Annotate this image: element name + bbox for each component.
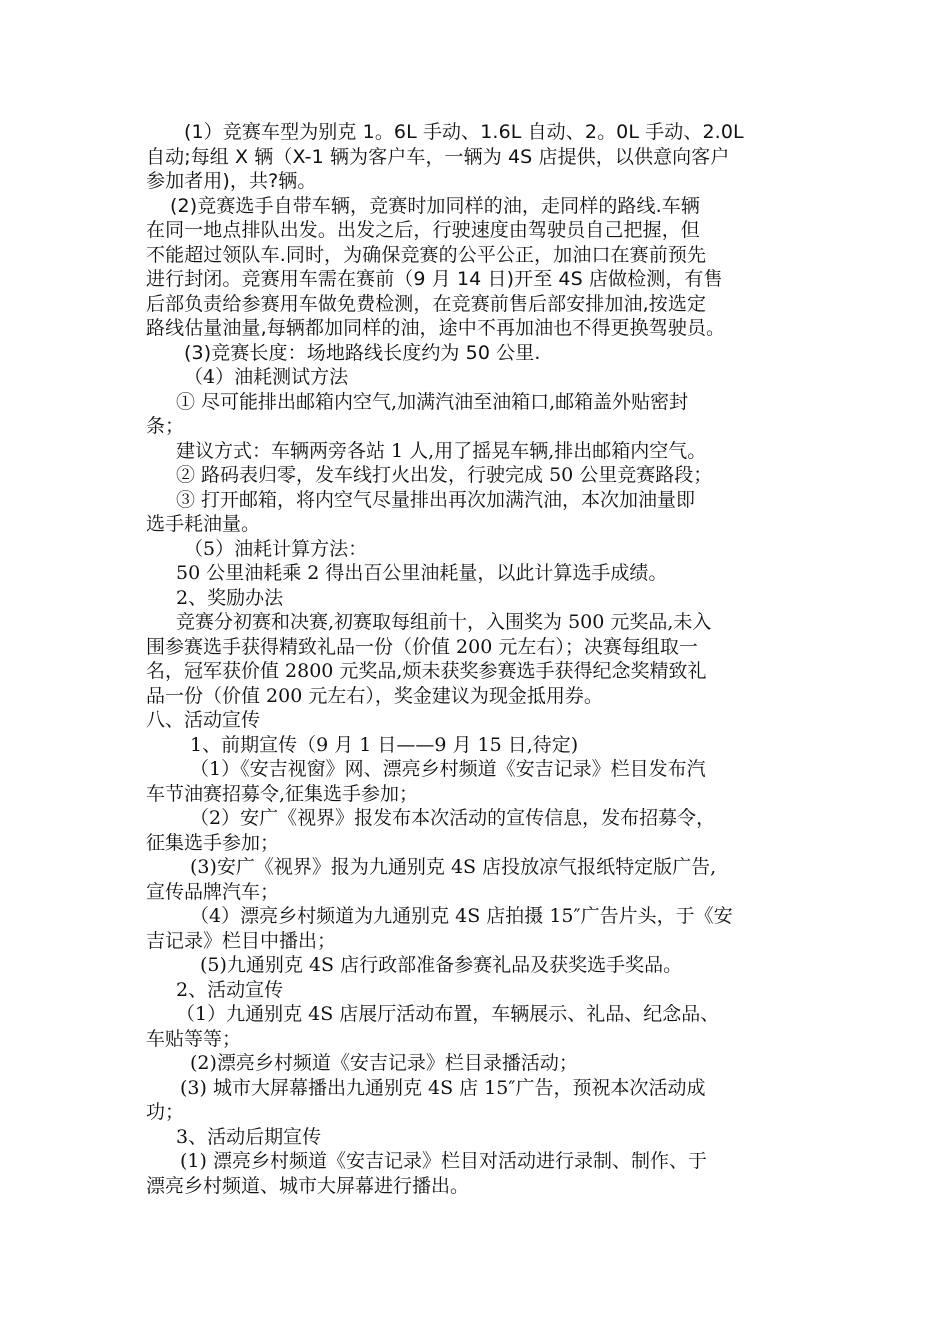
text-line: 50 公里油耗乘 2 得出百公里油耗量，以此计算选手成绩。 — [176, 562, 668, 584]
text-line: 在同一地点排队出发。出发之后，行驶速度由驾驶员自己把握，但 — [146, 219, 700, 241]
text-line: ② 路码表归零，发车线打火出发，行驶完成 50 公里竞赛路段； — [176, 464, 713, 486]
text-line: 2、奖励办法 — [176, 586, 284, 609]
text-line: 路线估量油量,每辆都加同样的油，途中不再加油也不得更换驾驶员。 — [146, 317, 726, 339]
text-line: 漂亮乡村频道、城市大屏幕进行播出。 — [146, 1174, 470, 1197]
text-line: 后部负责给参赛用车做免费检测，在竞赛前售后部安排加油,按选定 — [146, 292, 707, 315]
text-line: (5)九通别克 4S 店行政部准备参赛礼品及获奖选手奖品。 — [200, 954, 683, 976]
text-line: （5）油耗计算方法： — [184, 537, 368, 560]
text-line: (2)漂亮乡村频道《安吉记录》栏目录播活动； — [190, 1052, 578, 1074]
text-line: 2、活动宣传 — [176, 978, 284, 1001]
text-line: 自动;每组 X 辆（X-1 辆为客户车，一辆为 4S 店提供，以供意向客户 — [146, 145, 730, 168]
text-line: 条； — [146, 415, 185, 437]
text-line: 宣传品牌汽车； — [146, 880, 280, 903]
text-line: (3)安广《视界》报为九通别克 4S 店投放凉气报纸特定版广告, — [190, 856, 717, 878]
text-line: 八、活动宣传 — [146, 709, 261, 731]
text-line: 1、前期宣传（9 月 1 日——9 月 15 日,待定) — [190, 733, 579, 756]
text-line: 吉记录》栏目中播出； — [146, 929, 337, 952]
text-line: (3) 城市大屏幕播出九通别克 4S 店 15″广告，预祝本次活动成 — [180, 1076, 706, 1099]
text-line: 品一份（价值 200 元左右），奖金建议为现金抵用券。 — [146, 684, 603, 707]
text-line: （1）九通别克 4S 店展厅活动布置，车辆展示、礼品、纪念品、 — [176, 1003, 720, 1025]
text-line: 车节油赛招募令,征集选手参加； — [146, 782, 419, 805]
text-line: 名，冠军获价值 2800 元奖品,烦未获奖参赛选手获得纪念奖精致礼 — [146, 660, 707, 682]
text-line: 建议方式：车辆两旁各站 1 人,用了摇晃车辆,排出邮箱内空气。 — [176, 439, 707, 462]
text-line: 3、活动后期宣传 — [176, 1125, 322, 1148]
text-line: 车贴等等； — [146, 1027, 242, 1050]
text-line: 参加者用)，共?辆。 — [146, 170, 317, 192]
text-line: 不能超过领队车.同时，为确保竞赛的公平公正，加油口在赛前预先 — [146, 243, 707, 266]
text-line: 功； — [146, 1101, 185, 1123]
text-line: ① 尽可能排出邮箱内空气,加满汽油至油箱口,邮箱盖外贴密封 — [176, 390, 689, 413]
text-line: (3)竞赛长度：场地路线长度约为 50 公里. — [184, 341, 541, 364]
text-line: (1）竞赛车型为别克 1。6L 手动、1.6L 自动、2。0L 手动、2.0L — [184, 121, 744, 143]
text-line: (1) 漂亮乡村频道《安吉记录》栏目对活动进行录制、制作、于 — [180, 1150, 707, 1172]
text-line: 选手耗油量。 — [146, 513, 261, 535]
text-line: （4）油耗测试方法 — [184, 366, 349, 388]
text-line: （1）《安吉视窗》网、漂亮乡村频道《安吉记录》栏目发布汽 — [190, 758, 706, 780]
text-line: 征集选手参加； — [146, 831, 280, 854]
text-line: 围参赛选手获得精致礼品一份（价值 200 元左右）；决赛每组取一 — [146, 635, 698, 658]
text-line: 进行封闭。竞赛用车需在赛前（9 月 14 日)开至 4S 店做检测，有售 — [146, 268, 723, 290]
text-line: ③ 打开邮箱，将内空气尽量排出再次加满汽油，本次加油量即 — [176, 488, 696, 511]
text-line: （4）漂亮乡村频道为九通别克 4S 店拍摄 15″广告片头，于《安 — [190, 905, 733, 927]
text-line: 竞赛分初赛和决赛,初赛取每组前十，入围奖为 500 元奖品,未入 — [176, 611, 712, 633]
text-line: （2）安广《视界》报发布本次活动的宣传信息，发布招募令， — [190, 807, 716, 829]
text-line: (2)竞赛选手自带车辆，竞赛时加同样的油，走同样的路线.车辆 — [170, 194, 700, 217]
